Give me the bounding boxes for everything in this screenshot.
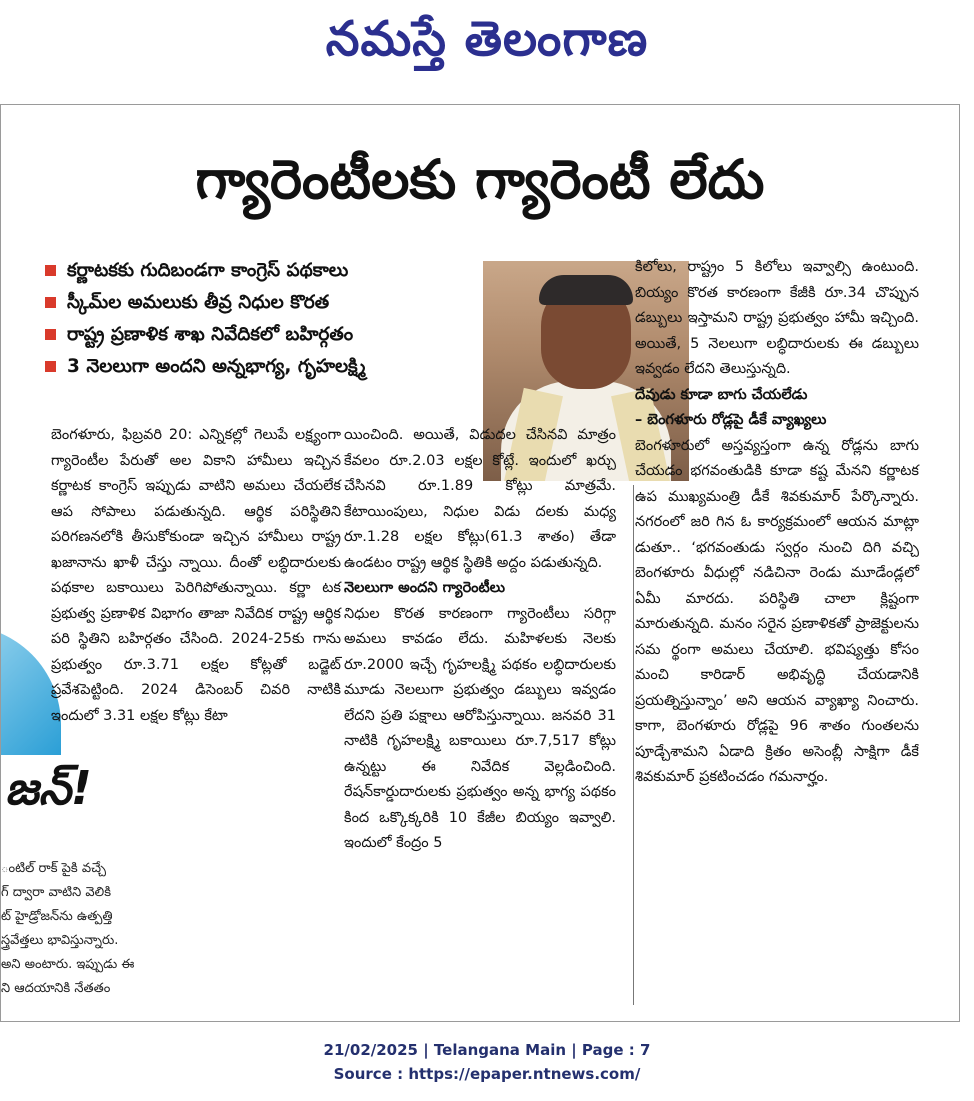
highlight-bullets: [41, 255, 481, 383]
advert-word: జన్!: [5, 761, 92, 815]
edition-info: 21/02/2025 | Telangana Main | Page : 7: [323, 1041, 651, 1059]
bullet-square-icon: [45, 361, 56, 372]
page-footer: [0, 1038, 974, 1086]
source-info: Source : https://epaper.ntnews.com/: [333, 1065, 641, 1083]
bullet-square-icon: [45, 265, 56, 276]
bullet-item: రాష్ట్ర ప్రణాళిక శాఖ నివేదికలో బహిర్గతం: [41, 319, 481, 351]
advert-text: ంటిల్ రాక్ పైకి వచ్చే గ్ ద్వారా వాటిని వెలికి ట్ హైడ్రోజన్‌ను ఉత్పత్తి స్త్రవేత్తలు భావిస్తున్నారు. అని అంటారు. ఇప్పుడు ఈ ని ఆదయానికి నేతతం: [1, 861, 135, 996]
article-column-1: బెంగళూరు, ఫిబ్రవరి 20: ఎన్నికల్లో గెలుపే లక్ష్యంగా గ్యారెంటీల పేరుతో అల వికాని హామీలు ఇచ్చిన కర్ణాటక కాంగ్రెస్ ఇప్పుడు వాటిని అమలు చేయలేక ఆప సోపాలు పడుతున్నది. ఆర్థిక పరిస్థితిని పరిగణనలోకి తీసుకోకుండా ఇచ్చిన హామీలు రాష్ట్ర ఖజానాను ఖాళీ చేస్తు న్నాయి. దీంతో లబ్ధిదారులకు పథకాల బకాయిలు పెరిగిపోతున్నాయి. కర్ణా టక ప్రభుత్వ ప్రణాళిక విభాగం తాజా నివేదిక రాష్ట్ర ఆర్థిక పరి స్థితిని బహిర్గతం చేసింది. 2024-25కు గాను ప్రభుత్వం రూ.3.71 లక్షల కోట్లతో బడ్జెట్ ప్రవేశపెట్టింది. 2024 డిసెంబర్ చివరి నాటికి ఇందులో 3.31 లక్షల కోట్లు కేటా: [51, 427, 341, 724]
bullet-item: 3 నెలలుగా అందని అన్నభాగ్య, గృహలక్ష్మి: [41, 351, 481, 383]
article-column-3: కిలోలు, రాష్ట్రం 5 కిలోలు ఇవ్వాల్సి ఉంటుంది. బియ్యం కొరత కారణంగా కేజీకి రూ.34 చొప్పున డబ్బులు ఇస్తామని రాష్ట్ర ప్రభుత్వం హామీ ఇచ్చింది. అయితే, 5 నెలలుగా లబ్ధిదారులకు ఈ డబ్బులు ఇవ్వడం లేదని తెలుస్తున్నది. దేవుడు కూడా బాగు చేయలేడు – బెంగళూరు రోడ్లపై డీకే వ్యాఖ్యలు బెంగళూరులో అస్తవ్యస్తంగా ఉన్న రోడ్లను బాగు చేయడం భగవంతుడికి కూడా కష్ట మేనని కర్ణాటక ఉప ముఖ్యమంత్రి డీకే శివకుమార్ పేర్కొన్నారు. నగరంలో జరి గిన ఓ కార్యక్రమంలో ఆయన మాట్లా డుతూ.. ‘భగవంతుడు స్వర్గం నుంచి దిగి వచ్చి బెంగళూరు వీధుల్లో నడిచినా రెండు మూడేండ్లలో ఏమీ మారదు. పరిస్థితి చాలా క్లిష్టంగా మారుతున్నది. మనం సరైన ప్రణాళికతో ప్రాజెక్టులను సమ ర్థంగా అమలు చేయాలి. భవిష్యత్తు కోసం మంచి కారిడార్ అభివృద్ధి చేయడానికి ప్రయత్నిస్తున్నాం’ అని ఆయన వ్యాఖ్యా నించారు. కాగా, బెంగళూరు రోడ్లపై 96 శాతం గుంతలను పూడ్చేశామని ఏడాది క్రితం అసెంబ్లీ సాక్షిగా డీకే శివకుమార్ ప్రకటించడం గమనార్హం.: [635, 259, 919, 785]
column-subheading: – బెంగళూరు రోడ్లపై డీకే వ్యాఖ్యలు: [635, 412, 827, 428]
column-subheading: దేవుడు కూడా బాగు చేయలేడు: [635, 386, 808, 403]
bullet-square-icon: [45, 329, 56, 340]
news-clipping: [0, 104, 960, 1022]
bullet-square-icon: [45, 297, 56, 308]
article-column-2: యించింది. అయితే, విడుదల చేసినవి మాత్రం కేవలం రూ.2.03 లక్షల కోట్లే. ఇందులో ఖర్చు చేసినవి రూ.1.89 కోట్లు మాత్రమే. కేటాయింపులు, నిధుల విడు దలకు మధ్య రూ.1.28 లక్షల కోట్లు(61.3 శాతం) తేడా ఉండటం రాష్ట్ర ఆర్థిక స్థితికి అద్దం పడుతున్నది. నెలలుగా అందని గ్యారెంటీలు నిధుల కొరత కారణంగా గ్యారెంటీలు సరిగ్గా అమలు కావడం లేదు. మహిళలకు నెలకు రూ.2000 ఇచ్చే గృహలక్ష్మి పథకం లబ్ధిదారులకు మూడు నెలలుగా ప్రభుత్వం డబ్బులు ఇవ్వడం లేదని ప్రతి పక్షాలు ఆరోపిస్తున్నాయి. జనవరి 31 నాటికి గృహలక్ష్మి బకాయిలు రూ.7,517 కోట్లు ఉన్నట్టు ఈ నివేదిక వెల్లడించింది. రేషన్‌కార్డుదారులకు ప్రభుత్వం అన్న భాగ్య పథకం కింద ఒక్కొక్కరికి 10 కేజీల బియ్యం ఇవ్వాలి. ఇందులో కేంద్రం 5: [344, 427, 616, 851]
newspaper-masthead: నమస్తే తెలంగాణ: [325, 11, 649, 67]
article-headline: గ్యారెంటీలకు గ్యారెంటీ లేదు: [195, 148, 765, 211]
bullet-item: స్కీమ్‌ల అమలుకు తీవ్ర నిధుల కొరత: [41, 287, 481, 319]
photo-figure-hair: [539, 275, 633, 305]
column-divider: [633, 485, 634, 1005]
bullet-item: కర్ణాటకకు గుదిబండగా కాంగ్రెస్ పథకాలు: [41, 255, 481, 287]
column-subheading: నెలలుగా అందని గ్యారెంటీలు: [344, 580, 506, 596]
